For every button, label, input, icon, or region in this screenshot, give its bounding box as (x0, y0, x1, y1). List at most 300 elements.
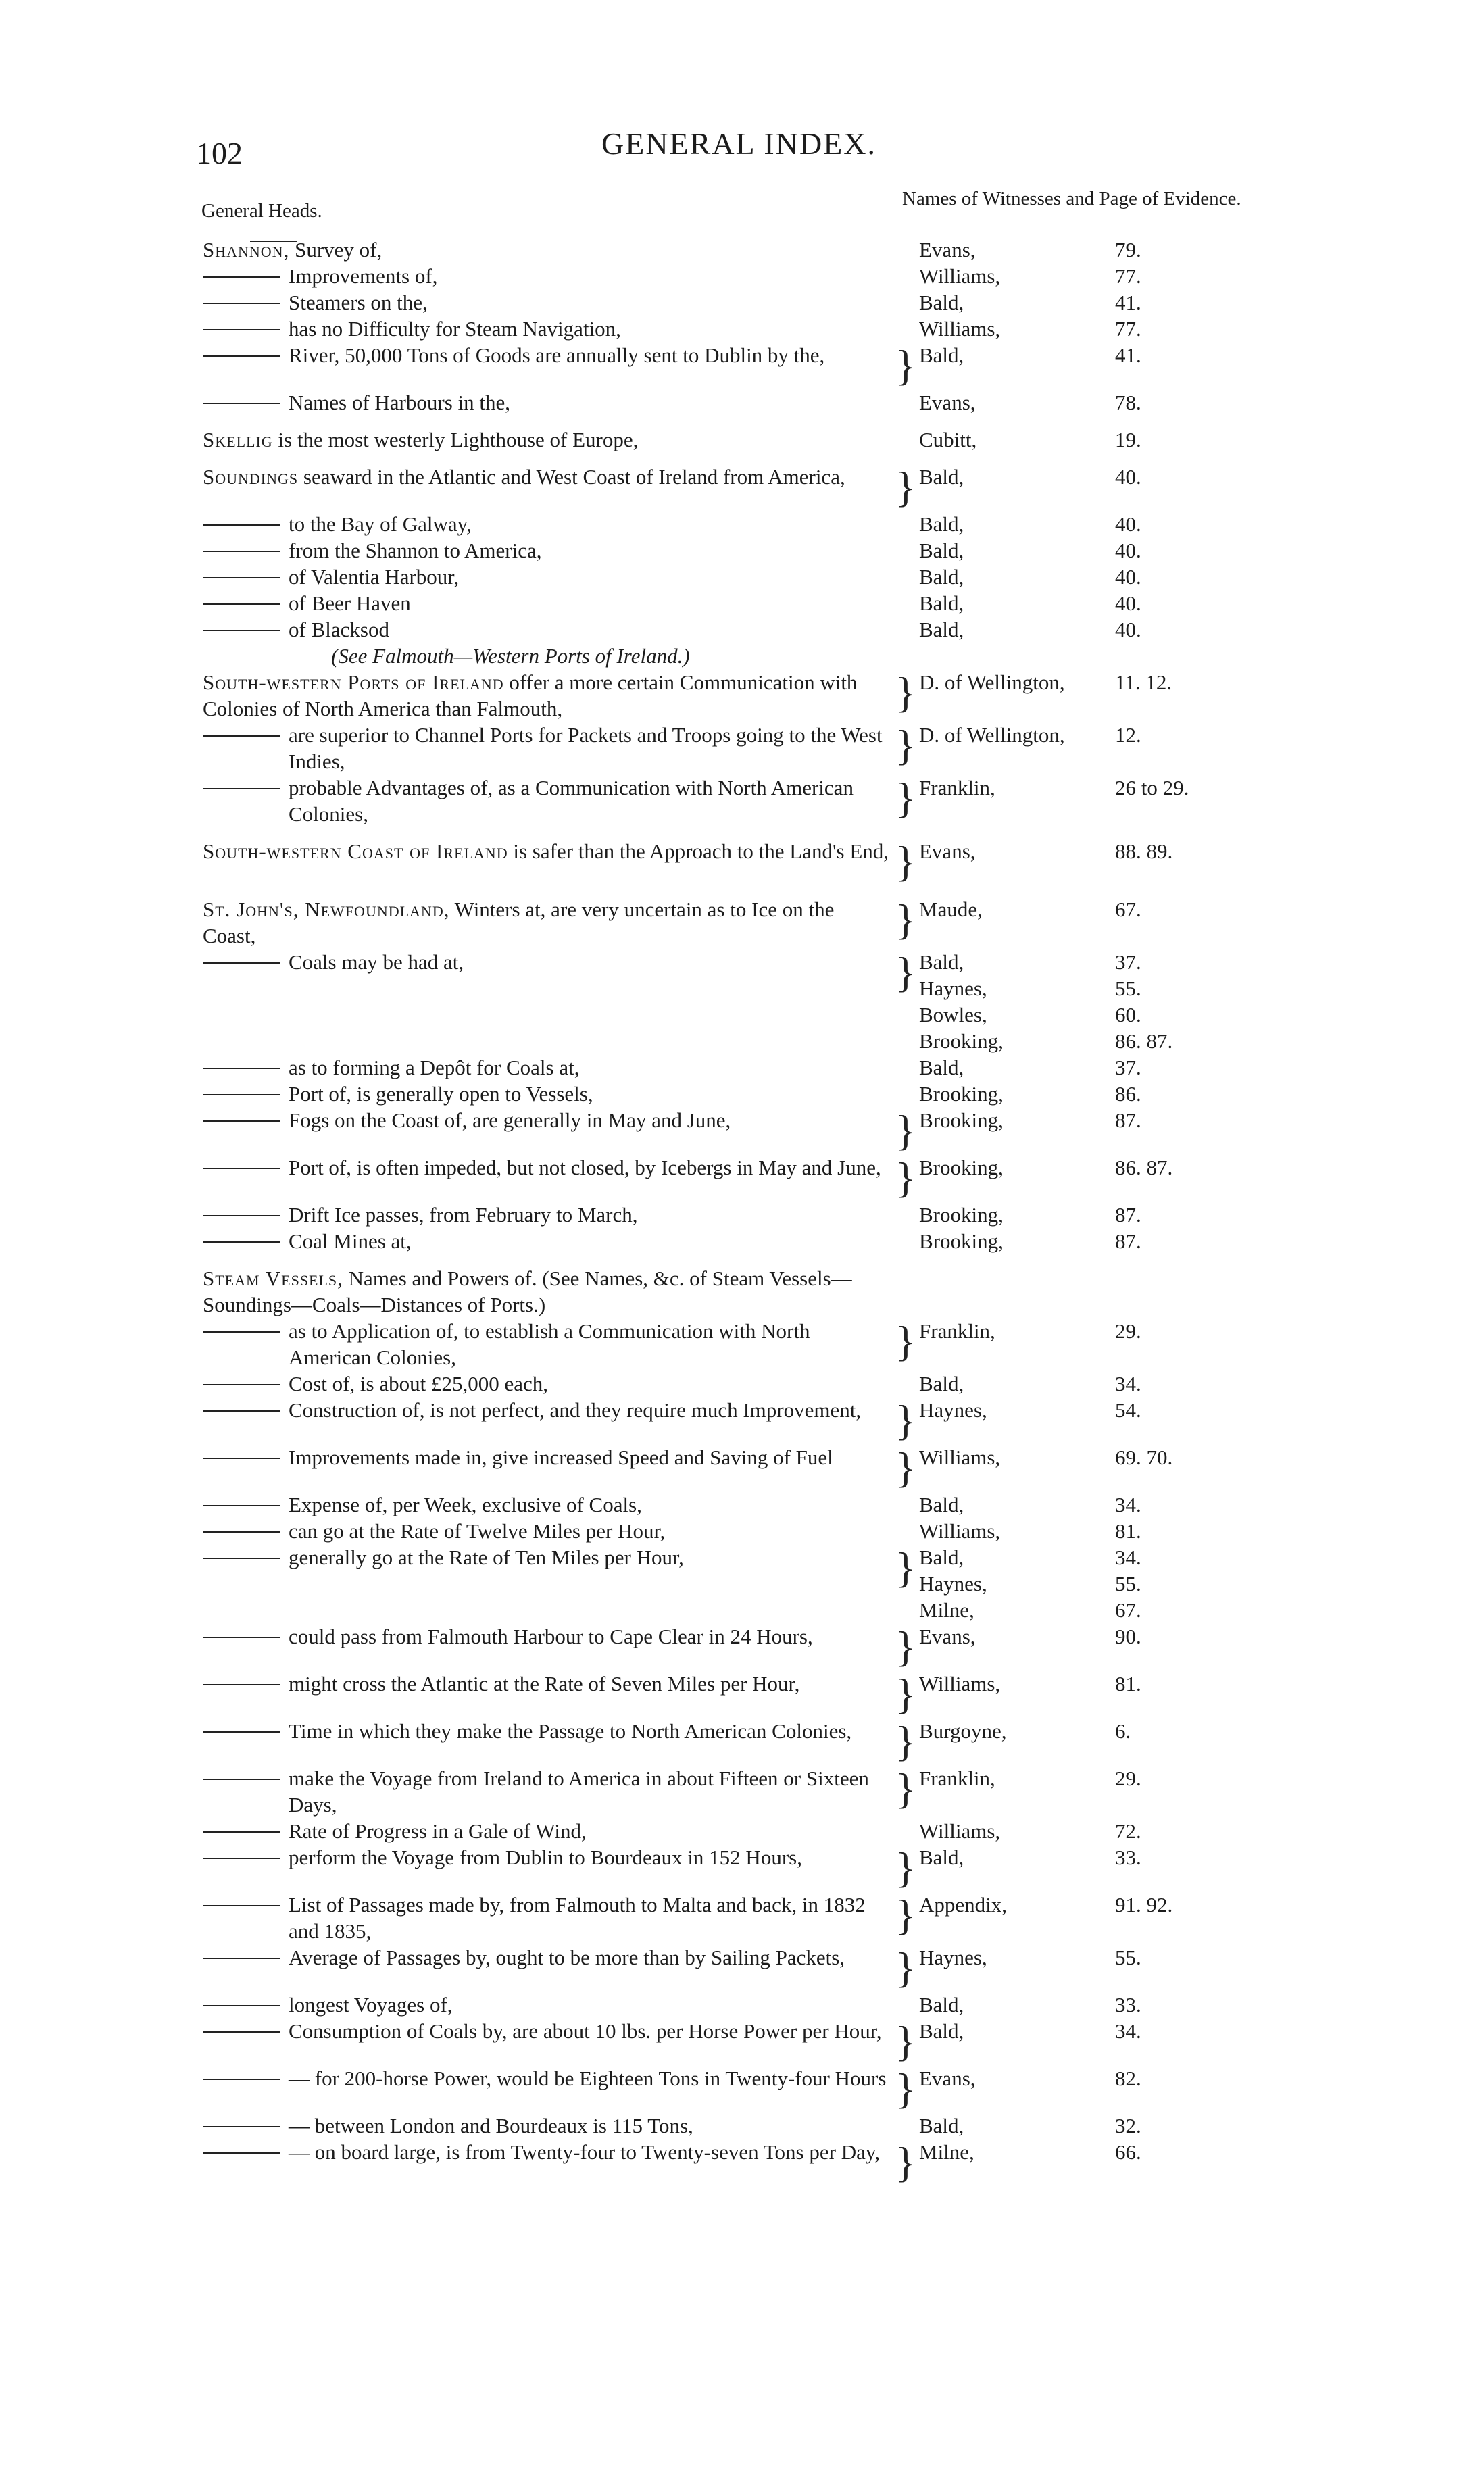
witness-row (919, 1844, 1291, 1871)
witness-name: Williams, (919, 1519, 1001, 1543)
brace: } (895, 668, 916, 716)
evidence-page: 40. (1115, 512, 1141, 536)
witness-name: D. of Wellington, (919, 723, 1065, 747)
witness-row (919, 1544, 1291, 1571)
witness-list (919, 1718, 1291, 1744)
ditto-dash (203, 1202, 280, 1216)
ditto-dash (203, 949, 280, 964)
entry-head: Skellig (203, 428, 273, 451)
witness-list (919, 2018, 1291, 2044)
witness-list (919, 1370, 1291, 1397)
entry-body: Improvements made in, give increased Speed and Saving of Fuel (289, 1446, 833, 1469)
witness-name: Appendix, (919, 1893, 1008, 1917)
witness-list (919, 1444, 1291, 1471)
ditto-dash (203, 1397, 280, 1412)
entry-body: Port of, is often impeded, but not closed, by Icebergs in May and June, (289, 1156, 881, 1179)
witness-row (919, 1107, 1291, 1133)
witness-name: Franklin, (919, 776, 995, 799)
index-entry (203, 426, 1291, 453)
evidence-page: 37. (1115, 950, 1141, 974)
evidence-page: 87. (1115, 1229, 1141, 1253)
entry-subject (203, 1397, 892, 1423)
evidence-page: 87. (1115, 1108, 1141, 1132)
entry-subject (203, 1265, 892, 1318)
entry-text (289, 722, 892, 774)
evidence-page: 86. 87. (1115, 1029, 1173, 1053)
evidence-page: 67. (1115, 897, 1141, 921)
evidence-page: 19. (1115, 428, 1141, 451)
entry-text (289, 2065, 892, 2092)
witness-list (919, 1397, 1291, 1423)
witness-name: Williams, (919, 264, 1001, 288)
evidence-page: 69. 70. (1115, 1446, 1173, 1469)
witness-row (919, 1944, 1291, 1971)
evidence-page: 90. (1115, 1625, 1141, 1648)
witness-list (919, 564, 1291, 590)
ditto-dash (203, 564, 280, 578)
witness-row (919, 1397, 1291, 1423)
entry-subject (203, 1444, 892, 1471)
index-entry (203, 1544, 1291, 1623)
entry-body: Port of, is generally open to Vessels, (289, 1082, 593, 1106)
index-entry (203, 1202, 1291, 1228)
witness-list (919, 1944, 1291, 1971)
brace: } (895, 1717, 916, 1765)
ditto-dash (203, 289, 280, 304)
witness-row (919, 564, 1291, 590)
entry-subject (203, 1718, 892, 1744)
witness-row (919, 669, 1291, 695)
evidence-page: 12. (1115, 723, 1141, 747)
index-entry (203, 316, 1291, 342)
witness-name: Bald, (919, 1546, 964, 1569)
ditto-dash (203, 774, 280, 789)
evidence-page: 41. (1115, 291, 1141, 314)
brace: } (895, 1944, 916, 1992)
entry-body: Average of Passages by, ought to be more than by Sailing Packets, (289, 1946, 845, 1969)
witness-list (919, 1892, 1291, 1918)
ditto-dash (203, 1491, 280, 1506)
entry-subject (203, 1818, 892, 1844)
index-entries (203, 237, 1291, 2186)
entry-text (289, 1397, 892, 1423)
entry-subject (203, 2065, 892, 2092)
left-column-header: General Heads. (201, 200, 322, 222)
witness-name: Williams, (919, 317, 1001, 341)
entry-text (289, 1107, 892, 1133)
entry-text (289, 590, 892, 616)
witness-list (919, 1154, 1291, 1181)
entry-head: Steam Vessels, (203, 1266, 343, 1290)
evidence-page: 33. (1115, 1846, 1141, 1869)
entry-body: Improvements of, (289, 264, 438, 288)
ditto-dash (203, 616, 280, 631)
entry-body: as to forming a Depôt for Coals at, (289, 1056, 580, 1079)
ditto-dash (203, 1518, 280, 1533)
witness-name: Williams, (919, 1819, 1001, 1843)
entry-body: to the Bay of Galway, (289, 512, 472, 536)
entry-body: from the Shannon to America, (289, 539, 542, 562)
witness-row (919, 949, 1291, 975)
entry-subject (203, 774, 892, 827)
witness-name: Cubitt, (919, 428, 977, 451)
entry-subject (203, 1318, 892, 1370)
entry-text (203, 669, 892, 722)
entry-body: might cross the Atlantic at the Rate of Seven Miles per Hour, (289, 1672, 800, 1696)
brace: } (895, 1543, 916, 1591)
index-entry (203, 1844, 1291, 1892)
witness-name: Evans, (919, 839, 976, 863)
entry-text (289, 1444, 892, 1471)
entry-text (289, 342, 892, 368)
brace: } (895, 1623, 916, 1671)
witness-row (919, 774, 1291, 801)
index-entry (203, 511, 1291, 537)
entry-subject (203, 1623, 892, 1650)
brace: } (895, 1764, 916, 1812)
evidence-page: 66. (1115, 2140, 1141, 2164)
witness-list (919, 1992, 1291, 2018)
brace: } (895, 1844, 916, 1892)
brace: } (895, 1106, 916, 1154)
witness-row (919, 464, 1291, 490)
ditto-dash (203, 1228, 280, 1243)
entry-body: are superior to Channel Ports for Packets and Troops going to the West Indies, (289, 723, 883, 773)
ditto-dash (203, 1081, 280, 1095)
index-entry (203, 2018, 1291, 2065)
witness-name: Milne, (919, 2140, 974, 2164)
index-entry (203, 616, 1291, 643)
entry-text (203, 426, 892, 453)
entry-text (289, 511, 892, 537)
entry-body: List of Passages made by, from Falmouth to Malta and back, in 1832 and 1835, (289, 1893, 866, 1943)
ditto-dash (203, 2139, 280, 2154)
witness-list (919, 289, 1291, 316)
index-entry (203, 1671, 1291, 1718)
entry-body: Winters at, are very uncertain as to Ice on the Coast, (203, 897, 835, 947)
witness-list (919, 1054, 1291, 1081)
index-entry (203, 1107, 1291, 1154)
witness-list (919, 838, 1291, 864)
index-entry (203, 838, 1291, 885)
witness-list (919, 616, 1291, 643)
entry-text (289, 1154, 892, 1181)
witness-row (919, 1054, 1291, 1081)
index-entry (203, 1397, 1291, 1444)
witness-row (919, 2139, 1291, 2165)
index-entry (203, 896, 1291, 949)
entry-subject (203, 1107, 892, 1133)
ditto-dash (203, 2018, 280, 2033)
entry-subject (203, 263, 892, 289)
witness-row (919, 722, 1291, 748)
ditto-dash (203, 1944, 280, 1959)
entry-subject (203, 316, 892, 342)
entry-body: Coal Mines at, (289, 1229, 412, 1253)
entry-text (289, 1491, 892, 1518)
see-reference (203, 643, 1291, 669)
entry-body: Expense of, per Week, exclusive of Coals, (289, 1493, 642, 1516)
witness-name: Bald, (919, 1846, 964, 1869)
entry-body: Time in which they make the Passage to North American Colonies, (289, 1719, 852, 1743)
entry-body: of Valentia Harbour, (289, 565, 460, 589)
witness-list (919, 896, 1291, 922)
evidence-page: 67. (1115, 1598, 1141, 1622)
page-title: GENERAL INDEX. (601, 126, 877, 161)
evidence-page: 60. (1115, 1003, 1141, 1027)
entry-body: can go at the Rate of Twelve Miles per Hour, (289, 1519, 666, 1543)
ditto-dash (203, 1107, 280, 1122)
witness-row (919, 426, 1291, 453)
index-entry (203, 1370, 1291, 1397)
witness-list (919, 2065, 1291, 2092)
index-entry (203, 774, 1291, 827)
ditto-dash (203, 1844, 280, 1859)
entry-text (289, 1671, 892, 1697)
entry-body: Steamers on the, (289, 291, 428, 314)
witness-name: Williams, (919, 1446, 1001, 1469)
witness-row (919, 316, 1291, 342)
witness-list (919, 1623, 1291, 1650)
index-entry (203, 1944, 1291, 1992)
ditto-dash (203, 1765, 280, 1780)
entry-text (289, 263, 892, 289)
witness-name: Evans, (919, 391, 976, 414)
entry-subject (203, 342, 892, 368)
entry-body: longest Voyages of, (289, 1993, 453, 2017)
entry-text (289, 1944, 892, 1971)
entry-body: Survey of, (295, 238, 382, 262)
evidence-page: 34. (1115, 1493, 1141, 1516)
entry-subject (203, 896, 892, 949)
witness-row (919, 1491, 1291, 1518)
entry-subject (203, 1154, 892, 1181)
witness-list (919, 389, 1291, 416)
brace: } (895, 1891, 916, 1939)
evidence-page: 34. (1115, 1372, 1141, 1395)
witness-name: Bald, (919, 1372, 964, 1395)
entry-body: offer a more certain Communication with Colonies of North America than Falmouth, (203, 670, 858, 720)
evidence-page: 78. (1115, 391, 1141, 414)
right-column-header: Names of Witnesses and Page of Evidence. (902, 188, 1241, 209)
evidence-page: 91. 92. (1115, 1893, 1173, 1917)
entry-subject (203, 1228, 892, 1254)
witness-name: D. of Wellington, (919, 670, 1065, 694)
evidence-page: 29. (1115, 1319, 1141, 1343)
evidence-page: 40. (1115, 591, 1141, 615)
entry-subject (203, 464, 892, 490)
witness-name: Bald, (919, 465, 964, 489)
page-number: 102 (196, 136, 243, 170)
entry-text (289, 949, 892, 975)
witness-row (919, 342, 1291, 368)
ditto-dash (203, 263, 280, 278)
entry-subject (203, 2113, 892, 2139)
evidence-page: 11. 12. (1115, 670, 1172, 694)
index-entry (203, 590, 1291, 616)
witness-name: Brooking, (919, 1082, 1004, 1106)
entry-body: — for 200-horse Power, would be Eighteen Tons in Twenty-four Hours (289, 2067, 887, 2090)
ditto-dash (203, 1818, 280, 1833)
witness-row (919, 263, 1291, 289)
entry-head: South-western Coast of Ireland (203, 839, 508, 863)
brace: } (895, 895, 916, 943)
entry-text (289, 1228, 892, 1254)
witness-row (919, 1081, 1291, 1107)
entry-body: as to Application of, to establish a Communication with North American Colonies, (289, 1319, 810, 1369)
witness-name: Bald, (919, 343, 964, 367)
witness-row (919, 1228, 1291, 1254)
brace: } (895, 341, 916, 389)
ditto-dash (203, 1623, 280, 1638)
brace: } (895, 1670, 916, 1718)
witness-name: Evans, (919, 2067, 976, 2090)
index-entry (203, 669, 1291, 722)
ditto-dash (203, 590, 280, 605)
witness-row (919, 2018, 1291, 2044)
evidence-page: 77. (1115, 264, 1141, 288)
ditto-dash (203, 1544, 280, 1559)
witness-list (919, 669, 1291, 695)
evidence-page: 54. (1115, 1398, 1141, 1422)
witness-row (919, 1623, 1291, 1650)
evidence-page: 55. (1115, 977, 1141, 1000)
ditto-dash (203, 1671, 280, 1685)
ditto-dash (203, 1718, 280, 1733)
entry-text (289, 537, 892, 564)
witness-name: Bowles, (919, 1003, 987, 1027)
entry-subject (203, 426, 892, 453)
entry-body: probable Advantages of, as a Communication with North American Colonies, (289, 776, 854, 826)
entry-text (289, 316, 892, 342)
entry-text (289, 1518, 892, 1544)
entry-text (289, 1370, 892, 1397)
entry-body: River, 50,000 Tons of Goods are annually sent to Dublin by the, (289, 343, 825, 367)
entry-text (203, 237, 892, 263)
witness-list (919, 590, 1291, 616)
ditto-dash (203, 722, 280, 737)
index-entry (203, 237, 1291, 263)
entry-body: Fogs on the Coast of, are generally in May and June, (289, 1108, 731, 1132)
entry-text (289, 1844, 892, 1871)
entry-subject (203, 1844, 892, 1871)
witness-name: Haynes, (919, 1572, 987, 1596)
witness-name: Milne, (919, 1598, 974, 1622)
entry-head: St. John's, Newfoundland, (203, 897, 450, 921)
witness-row (919, 1671, 1291, 1697)
entry-subject (203, 1765, 892, 1818)
entry-subject (203, 1370, 892, 1397)
ditto-dash (203, 1892, 280, 1906)
entry-subject (203, 590, 892, 616)
witness-row (919, 1992, 1291, 2018)
evidence-page: 72. (1115, 1819, 1141, 1843)
index-entry (203, 1892, 1291, 1944)
brace: } (895, 721, 916, 769)
witness-list (919, 1518, 1291, 1544)
witness-list (919, 1765, 1291, 1792)
brace: } (895, 1317, 916, 1365)
entry-text (289, 1054, 892, 1081)
entry-body: Cost of, is about £25,000 each, (289, 1372, 549, 1395)
entry-text (289, 1623, 892, 1650)
witness-row (919, 1370, 1291, 1397)
entry-text (289, 1765, 892, 1818)
index-entry (203, 1992, 1291, 2018)
witness-name: Bald, (919, 539, 964, 562)
witness-row (919, 1892, 1291, 1918)
index-entry (203, 1491, 1291, 1518)
witness-name: Evans, (919, 1625, 976, 1648)
index-entry (203, 2113, 1291, 2139)
evidence-page: 86. 87. (1115, 1156, 1173, 1179)
entry-subject (203, 1992, 892, 2018)
brace: } (895, 1154, 916, 1202)
evidence-page: 26 to 29. (1115, 776, 1189, 799)
brace: } (895, 463, 916, 511)
evidence-page: 33. (1115, 1993, 1141, 2017)
witness-row (919, 1765, 1291, 1792)
entry-subject (203, 564, 892, 590)
witness-row (919, 975, 1291, 1002)
entry-text (289, 2018, 892, 2044)
witness-name: Bald, (919, 1056, 964, 1079)
witness-name: Brooking, (919, 1108, 1004, 1132)
witness-row (919, 1002, 1291, 1028)
witness-list (919, 316, 1291, 342)
entry-text (203, 896, 892, 949)
entry-text (289, 564, 892, 590)
witness-row (919, 616, 1291, 643)
entry-subject (203, 1892, 892, 1944)
evidence-page: 55. (1115, 1946, 1141, 1969)
entry-subject (203, 669, 892, 722)
entry-body: perform the Voyage from Dublin to Bourdeaux in 152 Hours, (289, 1846, 802, 1869)
index-entry (203, 1265, 1291, 1318)
ditto-dash (203, 1054, 280, 1069)
entry-subject (203, 237, 892, 263)
witness-list (919, 1844, 1291, 1871)
evidence-page: 29. (1115, 1767, 1141, 1790)
brace: } (895, 2017, 916, 2065)
witness-list (919, 1491, 1291, 1518)
ditto-dash (203, 537, 280, 552)
ditto-dash (203, 2065, 280, 2080)
witness-row (919, 289, 1291, 316)
ditto-dash (203, 1154, 280, 1169)
witness-list (919, 774, 1291, 801)
witness-list (919, 949, 1291, 1054)
index-entry (203, 1818, 1291, 1844)
witness-row (919, 2113, 1291, 2139)
evidence-page: 32. (1115, 2114, 1141, 2138)
witness-name: Haynes, (919, 1946, 987, 1969)
witness-row (919, 1818, 1291, 1844)
ditto-dash (203, 1992, 280, 2006)
witness-row (919, 1518, 1291, 1544)
index-entry (203, 464, 1291, 511)
ditto-dash (203, 1318, 280, 1333)
index-entry (203, 1518, 1291, 1544)
witness-list (919, 464, 1291, 490)
witness-name: Maude, (919, 897, 983, 921)
index-entry (203, 2065, 1291, 2113)
witness-row (919, 1597, 1291, 1623)
entry-subject (203, 1544, 892, 1571)
entry-text (289, 2139, 892, 2165)
witness-list (919, 1671, 1291, 1697)
ditto-dash (203, 316, 280, 330)
